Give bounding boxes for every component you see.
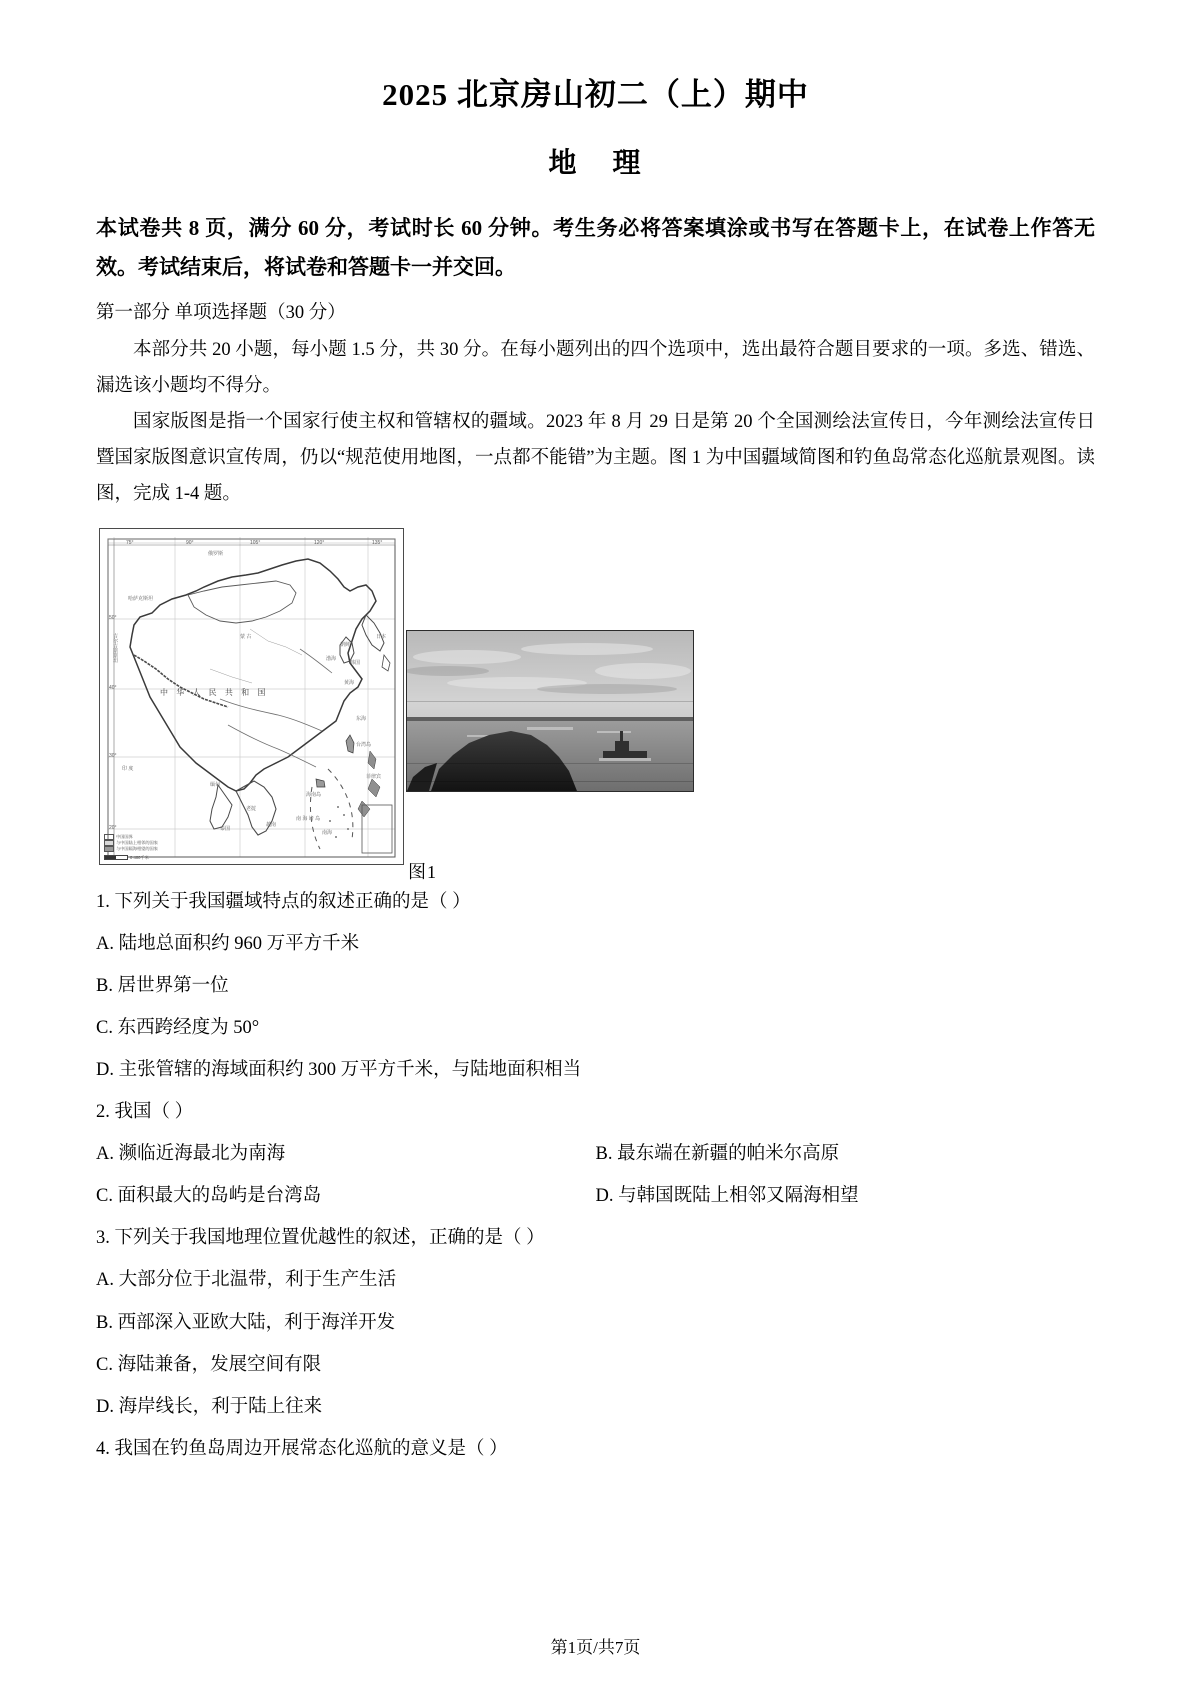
map-label-japan: 日本 bbox=[376, 633, 387, 640]
map-lon-tick-75: 75° bbox=[126, 539, 134, 546]
subject-char-left: 地 bbox=[548, 147, 579, 179]
question-2-option-b[interactable]: B. 最东端在新疆的帕米尔高原 bbox=[595, 1144, 840, 1165]
legend-label-1: 与中国陆上相邻的国家 bbox=[116, 840, 158, 845]
map-lat-tick-40: 40° bbox=[109, 684, 117, 691]
question-3-option-b[interactable]: B. 西部深入亚欧大陆，利于海洋开发 bbox=[96, 1312, 396, 1333]
question-3-number: 3. bbox=[96, 1228, 110, 1249]
figure-caption: 图1 bbox=[408, 861, 437, 882]
question-2-option-c[interactable]: C. 面积最大的岛屿是台湾岛 bbox=[96, 1186, 322, 1207]
legend-swatch-icon bbox=[104, 840, 114, 846]
map-label-north-korea: 朝鲜 bbox=[340, 641, 351, 648]
map-label-russia: 俄罗斯 bbox=[208, 550, 224, 557]
map-label-china: 中 华 人 民 共 和 国 bbox=[160, 687, 269, 697]
question-3-text: 下列关于我国地理位置优越性的叙述，正确的是（ ） bbox=[114, 1228, 545, 1249]
diaoyu-patrol-photo bbox=[406, 630, 694, 792]
map-legend bbox=[104, 834, 196, 861]
map-scale-bar bbox=[104, 855, 196, 861]
question-2-option-a[interactable]: A. 濒临近海最北为南海 bbox=[96, 1144, 286, 1165]
map-lon-tick-135: 135° bbox=[372, 539, 383, 546]
figure-1 bbox=[96, 528, 1095, 882]
question-1-option-c[interactable]: C. 东西跨经度为 50° bbox=[96, 1018, 260, 1039]
part-heading: 第一部分 单项选择题（30 分） bbox=[96, 303, 346, 324]
question-3-option-a[interactable]: A. 大部分位于北温带，利于生产生活 bbox=[96, 1270, 397, 1291]
page-title: 2025 北京房山初二（上）期中 bbox=[382, 77, 809, 112]
map-label-thailand: 泰国 bbox=[220, 825, 231, 832]
map-label-yellow-sea: 黄海 bbox=[344, 679, 355, 686]
map-label-south-sea-islands: 南 海 诸 岛 bbox=[296, 815, 321, 822]
question-1-stem bbox=[96, 878, 1095, 920]
map-label-india: 印 度 bbox=[122, 765, 134, 772]
map-lat-tick-50: 50° bbox=[109, 614, 117, 621]
question-2-number: 2. bbox=[96, 1102, 110, 1123]
map-scale-label: 0 400千米 bbox=[130, 854, 149, 860]
question-2-options-row-1 bbox=[96, 1130, 1095, 1172]
legend-label-0: 中国国界 bbox=[116, 833, 133, 839]
map-label-bohai-sea: 渤海 bbox=[326, 655, 337, 662]
legend-swatch-icon bbox=[104, 846, 114, 852]
legend-swatch-icon bbox=[104, 834, 114, 840]
question-4-text: 我国在钓鱼岛周边开展常态化巡航的意义是（ ） bbox=[114, 1438, 508, 1459]
question-1-number: 1. bbox=[96, 891, 110, 912]
question-1-option-a[interactable]: A. 陆地总面积约 960 万平方千米 bbox=[96, 933, 360, 954]
exam-instructions: 本试卷共 8 页，满分 60 分，考试时长 60 分钟。考生务必将答案填涂或书写在答题卡上，在试卷上作答无效。考试结束后，将试卷和答题卡一并交回。 bbox=[96, 215, 1095, 279]
question-2-options-row-2 bbox=[96, 1172, 1095, 1214]
map-label-mongolia: 蒙 古 bbox=[240, 633, 252, 640]
page-footer: 第1页/共7页 bbox=[550, 1638, 641, 1657]
scale-bar-icon bbox=[104, 855, 128, 860]
map-label-philippines: 菲律宾 bbox=[366, 773, 382, 780]
question-1-option-b[interactable]: B. 居世界第一位 bbox=[96, 976, 229, 997]
map-lat-tick-30: 30° bbox=[109, 752, 117, 759]
china-territory-map bbox=[99, 528, 404, 865]
map-label-myanmar: 缅甸 bbox=[210, 781, 221, 788]
subject-title bbox=[96, 115, 1095, 181]
question-4-number: 4. bbox=[96, 1438, 110, 1459]
map-lon-tick-120: 120° bbox=[314, 539, 325, 546]
map-label-laos: 老挝 bbox=[246, 805, 257, 812]
map-lon-tick-90: 90° bbox=[186, 539, 194, 546]
map-label-kazakhstan: 哈萨克斯坦 bbox=[128, 595, 154, 602]
photo-graphic bbox=[407, 631, 693, 791]
question-1-option-d[interactable]: D. 主张管辖的海域面积约 300 万平方千米，与陆地面积相当 bbox=[96, 1060, 582, 1081]
question-2-option-d[interactable]: D. 与韩国既陆上相邻又隔海相望 bbox=[595, 1186, 859, 1207]
question-2-stem bbox=[96, 1088, 1095, 1130]
question-3-option-d[interactable]: D. 海岸线长，利于陆上往来 bbox=[96, 1396, 323, 1417]
legend-item-2 bbox=[104, 846, 196, 852]
part-note: 本部分共 20 小题，每小题 1.5 分，共 30 分。在每小题列出的四个选项中，选出最符合题目要求的一项。多选、错选、漏选该小题均不得分。 bbox=[96, 339, 1095, 396]
question-2-text: 我国（ ） bbox=[114, 1102, 194, 1123]
question-1-text: 下列关于我国疆域特点的叙述正确的是（ ） bbox=[114, 891, 471, 912]
map-label-hainan-island: 海南岛 bbox=[306, 791, 322, 798]
legend-label-2: 与中国隔海相望的国家 bbox=[116, 846, 158, 852]
subject-char-right: 理 bbox=[612, 147, 643, 179]
map-graphic bbox=[100, 529, 403, 864]
map-label-kyrgyzstan: 吉尔吉斯斯坦 bbox=[112, 632, 118, 663]
map-label-east-sea: 东海 bbox=[356, 715, 367, 722]
passage-text: 国家版图是指一个国家行使主权和管辖权的疆域。2023 年 8 月 29 日是第 20 个全国测绘法宣传日，今年测绘法宣传日暨国家版图意识宣传周，仍以“规范使用地图，一点都不能错”为主题。图 1 为中国疆域简图和钓鱼岛常态化巡航景观图。读图，完成 1-4 题。 bbox=[96, 411, 1095, 504]
question-3-stem bbox=[96, 1214, 1095, 1256]
map-lat-tick-20: 20° bbox=[109, 824, 117, 831]
map-lon-tick-105: 105° bbox=[250, 539, 261, 546]
map-label-south-sea: 南海 bbox=[322, 829, 333, 836]
map-label-vietnam: 越南 bbox=[266, 821, 277, 828]
question-4-stem bbox=[96, 1425, 1095, 1467]
map-label-taiwan-island: 台湾岛 bbox=[356, 741, 372, 748]
map-label-south-korea: 韩国 bbox=[350, 659, 361, 666]
question-3-option-c[interactable]: C. 海陆兼备，发展空间有限 bbox=[96, 1354, 322, 1375]
